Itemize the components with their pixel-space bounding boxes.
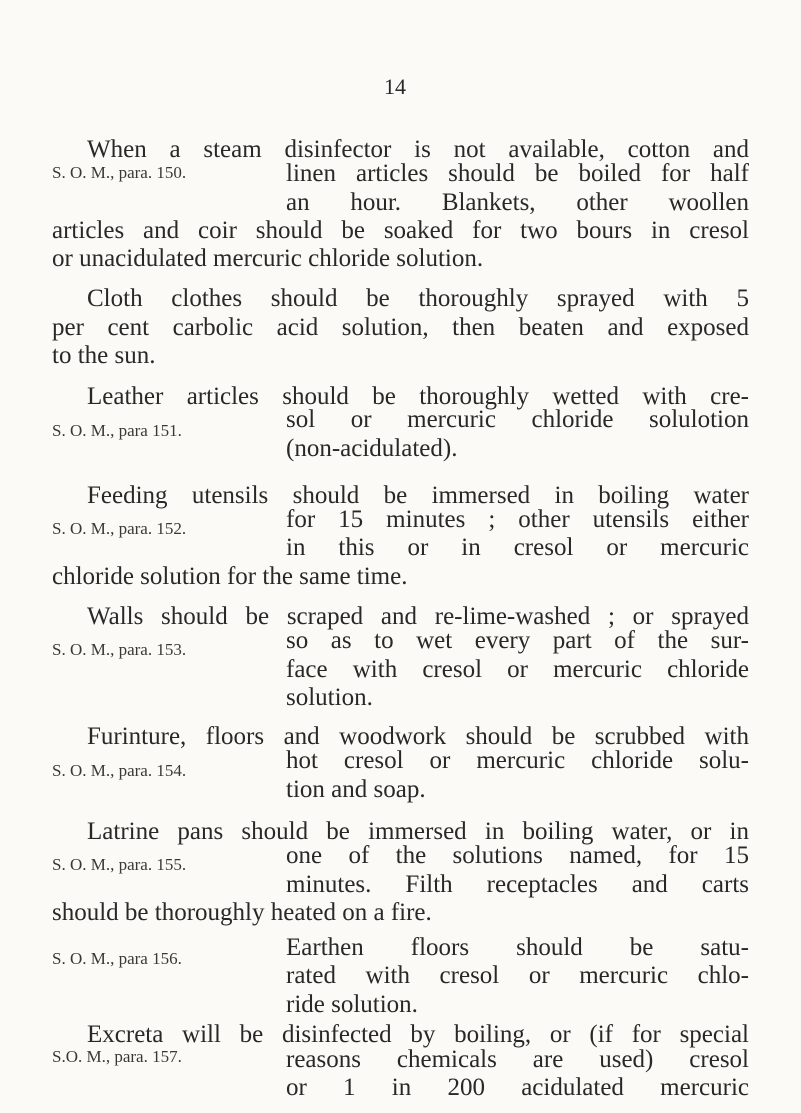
text-line: When a steam disinfector is not available, cotton and	[87, 136, 749, 164]
margin-reference: S. O. M., para. 155.	[52, 855, 187, 875]
text-line: hot cresol or mercuric chloride solu-	[286, 747, 749, 775]
margin-reference: S. O. M., para. 152.	[52, 519, 187, 539]
text-line: Furinture, floors and woodwork should be scrubbed with	[87, 722, 749, 750]
margin-reference: S.O. M., para. 157.	[52, 1046, 182, 1066]
text-line: an hour. Blankets, other woollen	[286, 188, 749, 216]
margin-reference: S. O. M., para 156.	[52, 949, 182, 969]
text-line: one of the solutions named, for 15	[286, 842, 749, 870]
text-line: Cloth clothes should be thoroughly sprayed with 5	[87, 285, 749, 313]
margin-reference: S. O. M., para. 153.	[52, 640, 187, 660]
text-line: Leather articles should be thoroughly wetted with cre-	[87, 382, 749, 410]
text-line: to the sun.	[52, 342, 156, 369]
text-line: chloride solution for the same time.	[52, 562, 408, 590]
text-line: for 15 minutes ; other utensils either	[286, 505, 749, 533]
margin-reference: S. O. M., para. 154.	[52, 760, 187, 780]
text-line: Feeding utensils should be immersed in boiling water	[87, 482, 749, 510]
text-line: or unacidulated mercuric chloride solution.	[52, 245, 484, 273]
text-line: reasons chemicals are used) cresol	[286, 1045, 749, 1073]
text-line: per cent carbolic acid solution, then beaten and exposed	[52, 313, 749, 341]
text-line: rated with cresol or mercuric chlo-	[286, 962, 749, 990]
text-line: Latrine pans should be immersed in boiling water, or in	[87, 817, 749, 845]
text-line: tion and soap.	[286, 775, 426, 803]
text-line: or 1 in 200 acidulated mercuric	[286, 1074, 749, 1102]
text-line: face with cresol or mercuric chloride	[286, 655, 749, 683]
margin-reference: S. O. M., para. 150.	[52, 162, 187, 182]
text-line: in this or in cresol or mercuric	[286, 534, 749, 562]
text-line: (non-acidulated).	[286, 434, 458, 462]
text-line: ride solution.	[286, 990, 418, 1018]
text-line: linen articles should be boiled for half	[286, 160, 749, 188]
text-line: solution.	[286, 683, 373, 711]
text-line: articles and coir should be soaked for two bours in cresol	[52, 216, 749, 244]
text-line: should be thoroughly heated on a fire.	[52, 898, 432, 926]
text-line: Excreta will be disinfected by boiling, or (if for special	[87, 1021, 749, 1049]
text-line: Walls should be scraped and re-lime-washed ; or sprayed	[87, 603, 749, 631]
text-line: so as to wet every part of the sur-	[286, 627, 749, 655]
text-line: sol or mercuric chloride solulotion	[286, 406, 749, 434]
text-line: Earthen floors should be satu-	[286, 934, 749, 962]
page-number: 14	[384, 73, 406, 99]
text-line: minutes. Filth receptacles and carts	[286, 870, 749, 898]
margin-reference: S. O. M., para 151.	[52, 420, 182, 440]
